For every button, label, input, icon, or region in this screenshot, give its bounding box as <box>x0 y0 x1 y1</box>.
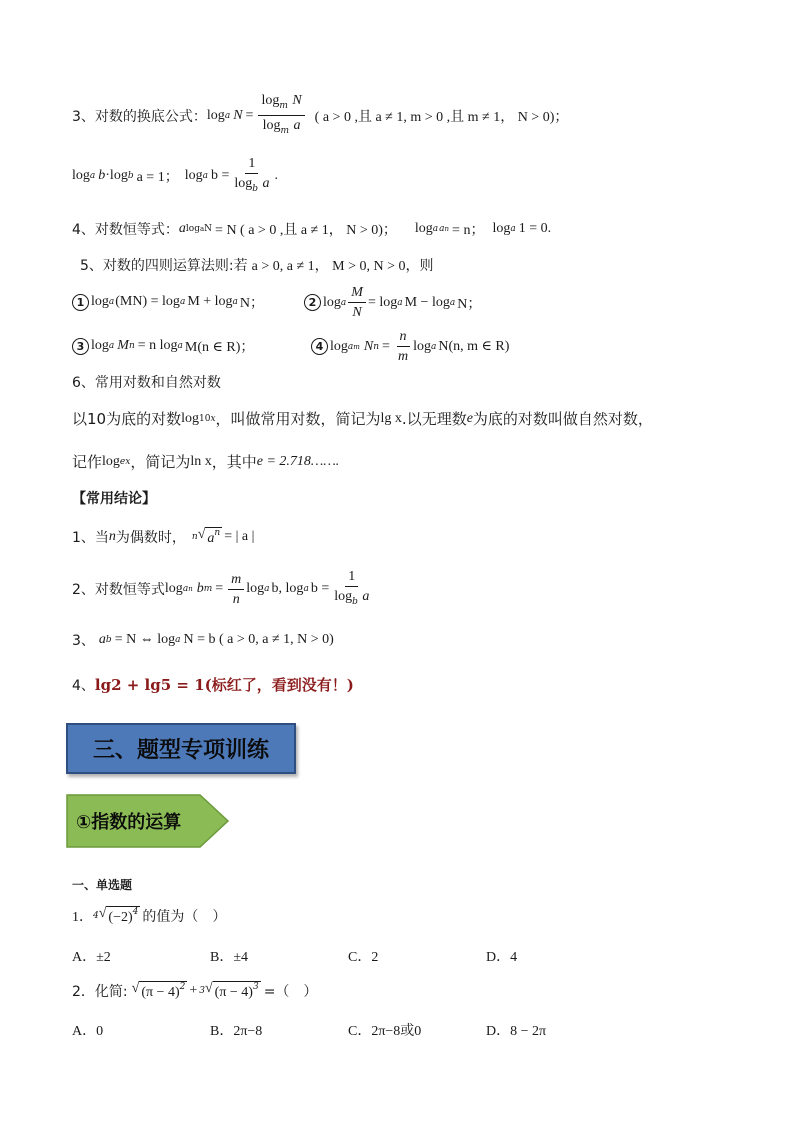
q2-option-c: C．2π−8或0 <box>348 1024 422 1039</box>
highlighted-red-text: lg2 + lg5 = 1(标红了，看到没有！) <box>94 676 354 694</box>
question-1: 1． 4 √ $(-2)^4$ 的值为（ ） <box>72 906 227 925</box>
square-root: √ $(\pi - 4)^2$ <box>131 981 186 1000</box>
section-6-title: 6、常用对数和自然对数 <box>72 375 221 391</box>
q2-option-d: D．8 − 2π <box>486 1024 547 1039</box>
single-choice-heading: 一、单选题 <box>72 878 133 892</box>
formula-3-condition: ( a > 0 ,且 a ≠ 1, m > 0 ,且 m ≠ 1， N > 0)； <box>314 109 569 125</box>
q1-option-d: D．4 <box>486 950 518 965</box>
circle-number: 1 <box>72 294 89 311</box>
conclusion-2: 2、对数恒等式 log a n b m = $\frac{m}{n}$ log a b, log a b = $\frac{1}{\log_b a}$ <box>72 569 370 607</box>
circle-number: 4 <box>311 338 328 355</box>
formula-3-line: 3、对数的换底公式 ： log a N = $\frac{\log_m N}{\log_m a}$ ( a > 0 ,且 a ≠ 1, m > 0 ,且 m ≠ 1， N > 0)； <box>72 92 568 139</box>
nth-root: √ $(-2)^4$ <box>98 906 139 925</box>
change-of-base-fraction: $\frac{\log_m N}{\log_m a}$ <box>258 92 304 139</box>
rule-1: 1 log a (MN) = log a M + log a N； <box>72 292 264 312</box>
q2-option-b: B．2π−8 <box>210 1024 263 1039</box>
formula-4-line: 4、对数恒等式： a logaN = N ( a > 0 ,且 a ≠ 1， N > 0)； log a an = n； log a 1 = 0. <box>72 221 552 238</box>
formula-4-label: 4、对数恒等式： <box>72 222 179 238</box>
conclusions-heading: 【常用结论】 <box>72 491 156 507</box>
question-2: 2．化简: √ $(\pi - 4)^2$ + 3 √ $(\pi - 4)^3$ =（ ） <box>72 981 318 1000</box>
q1-option-c: C．2 <box>348 950 379 965</box>
rule-3: 3 log a M n = n log a M(n ∈ R)； <box>72 336 254 356</box>
conclusion-1: 1、当 n 为偶数时， n √ $a^n$ = | a | <box>72 527 255 546</box>
q1-option-b: B．±4 <box>210 950 249 965</box>
formula-5-line: 5、对数的四则运算法则:若 a > 0, a ≠ 1， M > 0, N > 0，则 <box>80 255 433 275</box>
formula-3b-line: log a b ·log b a = 1； log a b = $\frac{1}{\log_b a}$ . <box>72 155 278 197</box>
section-6-line-2: 记作 log e x ，简记为 ln x ，其中 e = 2.718……. <box>72 453 340 471</box>
q2-option-a: A．0 <box>72 1024 104 1039</box>
conclusion-3: 3、 a b = N ⇔ log a N = b ( a > 0, a ≠ 1, N > 0) <box>72 632 334 649</box>
formula-5-label: 5、对数的四则运算法则:若 <box>80 258 248 274</box>
circle-number: 3 <box>72 338 89 355</box>
circle-number: 2 <box>304 294 321 311</box>
rule-2: 2 log a $\frac{M}{N}$ = log a M − log a N； <box>304 284 481 321</box>
nth-root: √ $a^n$ <box>197 527 221 546</box>
formula-3-label: 3、对数的换底公式 <box>72 108 193 125</box>
q1-option-a: A．±2 <box>72 950 111 965</box>
conclusion-4: 4、 lg2 + lg5 = 1(标红了，看到没有！) <box>72 676 354 694</box>
cube-root: √ $(\pi - 4)^3$ <box>204 981 259 1000</box>
section-6-line-1: 以10为底的对数 log 10 x ，叫做常用对数，简记为 lg x .以无理数 e 为底的对数叫做自然对数， <box>72 410 653 428</box>
section-banner: 三、题型专项训练 <box>66 723 296 774</box>
rule-4: 4 log a m N n = $\frac{n}{m}$ log a N(n, m ∈ R) <box>311 328 509 365</box>
subsection-banner: ①指数的运算 <box>66 794 230 848</box>
reciprocal-fraction: $\frac{1}{\log_b a}$ <box>234 156 270 194</box>
